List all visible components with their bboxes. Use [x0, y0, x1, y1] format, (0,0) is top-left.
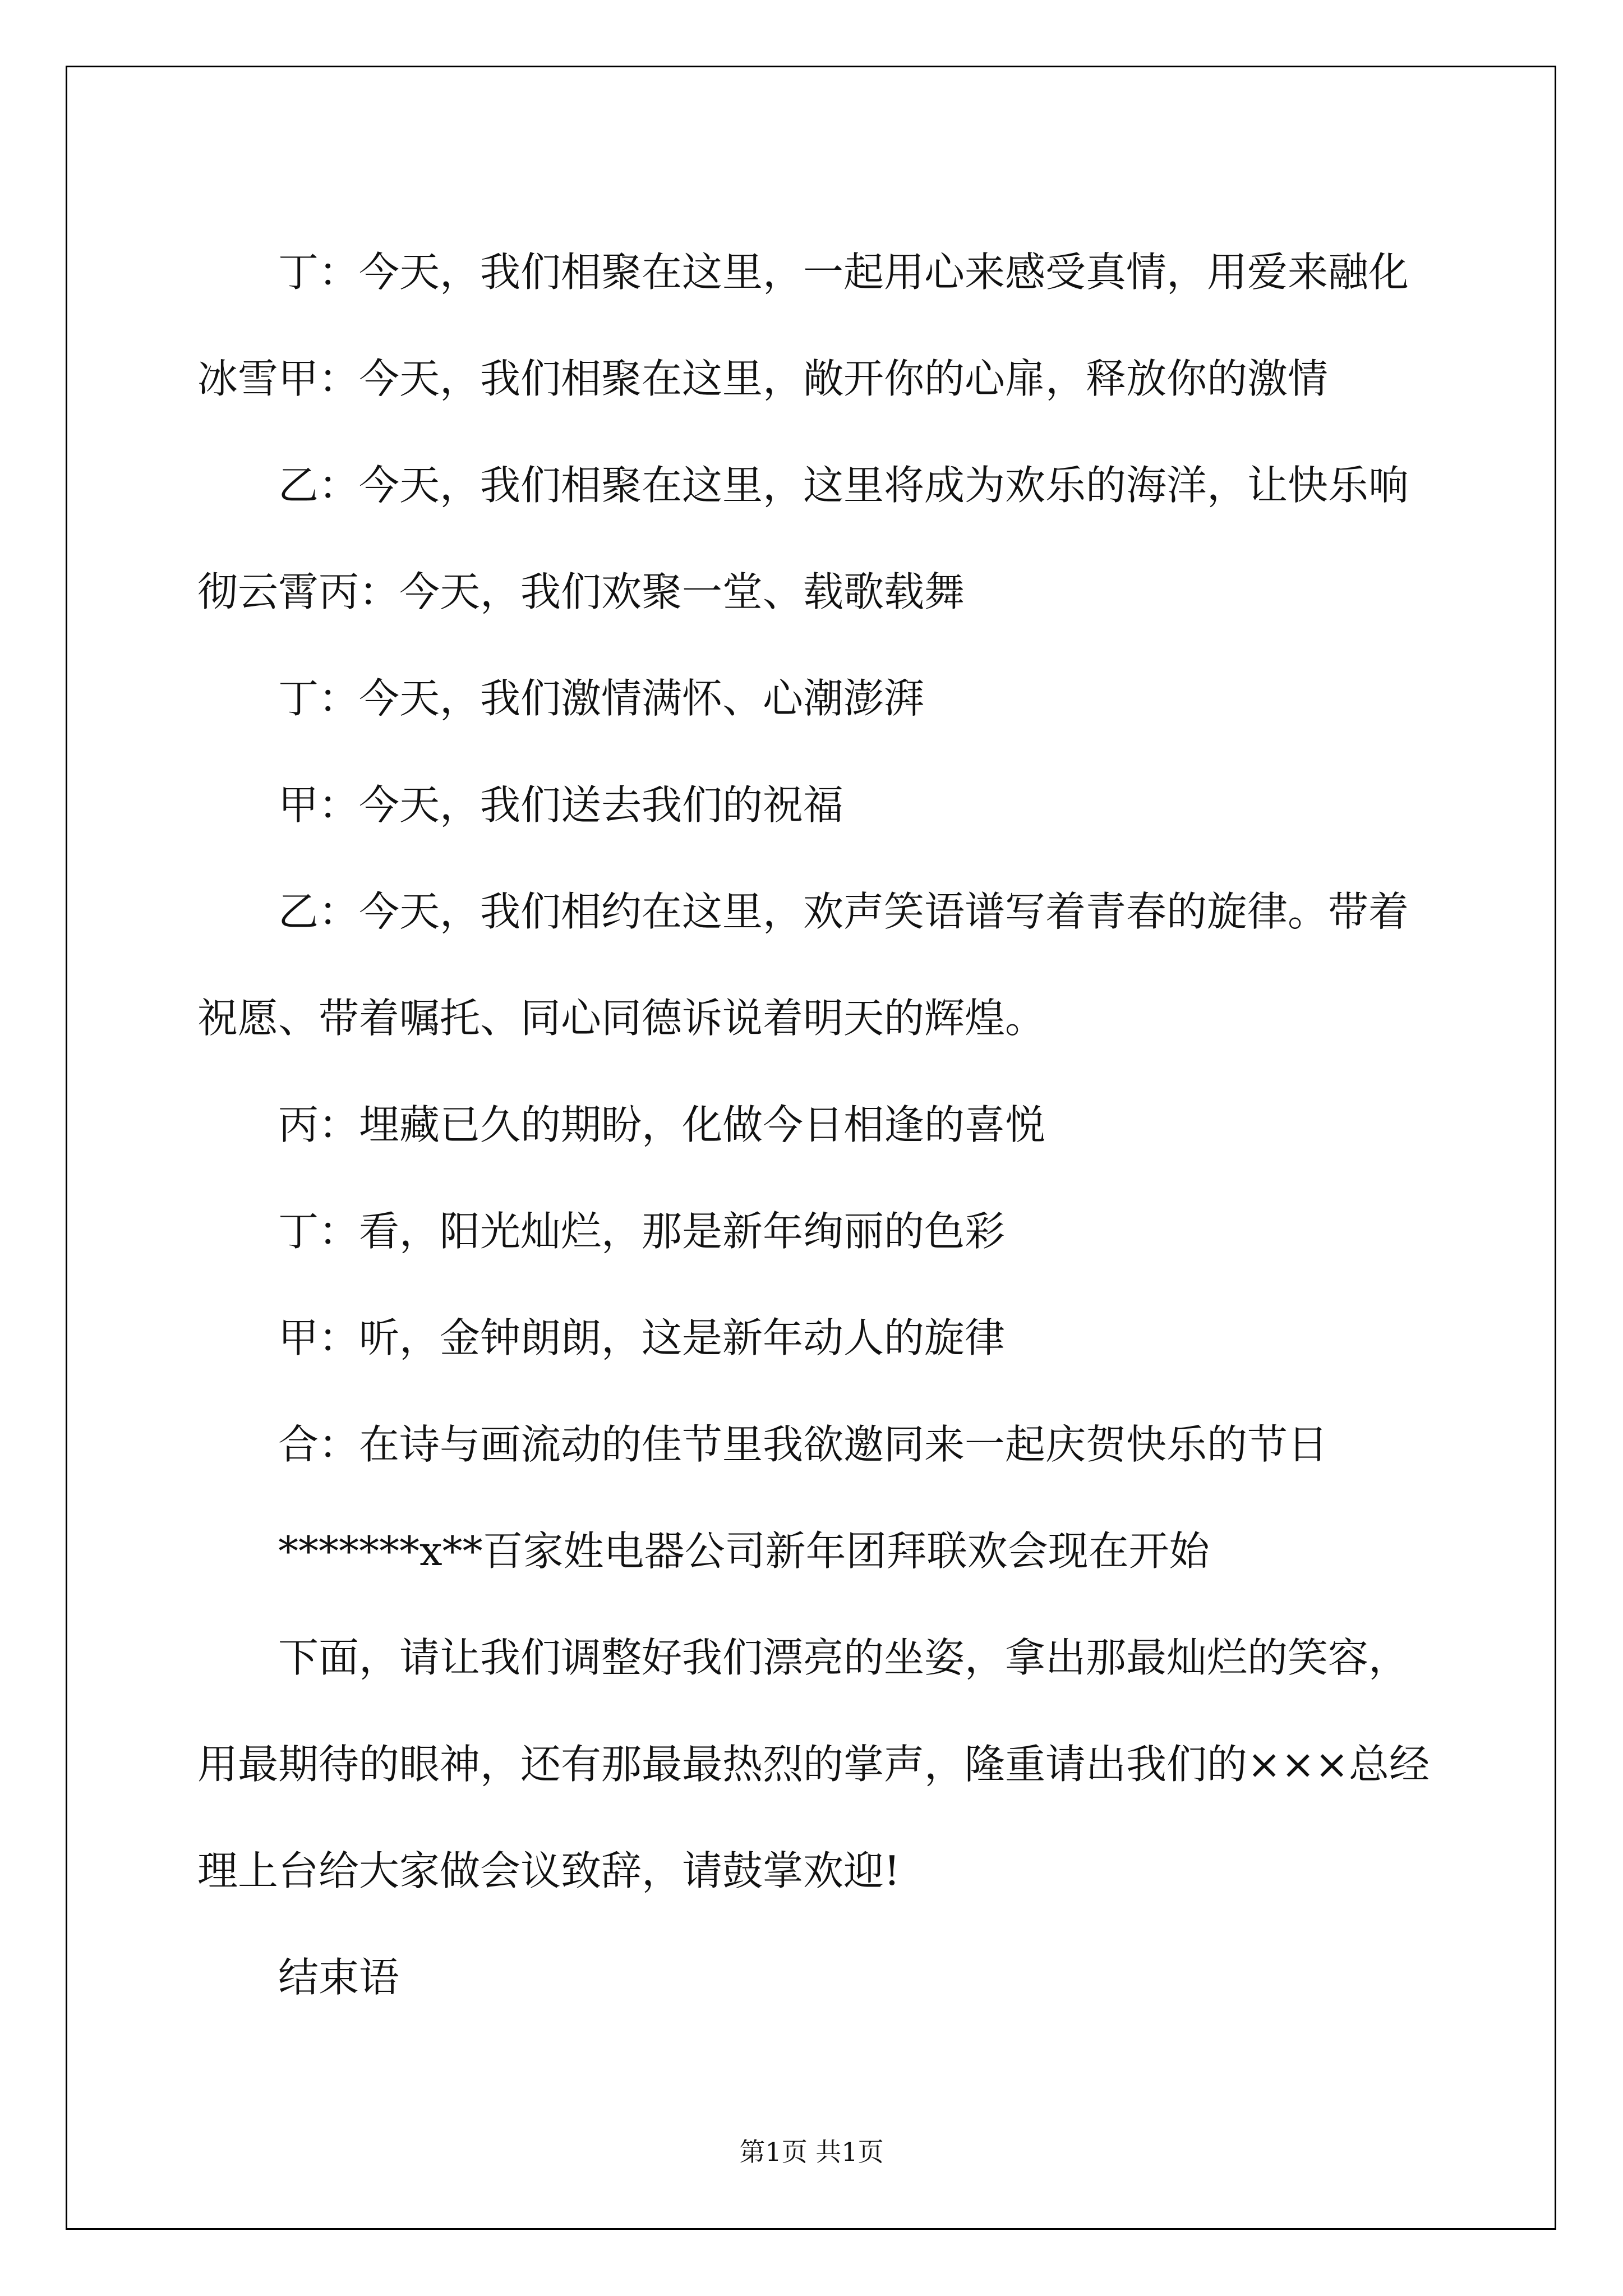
paragraph: 乙：今天，我们相约在这里，欢声笑语谱写着青春的旋律。带着祝愿、带着嘱托、同心同德诉说着明天的辉煌。 [197, 888, 1409, 1042]
paragraph: 丁：看，阳光灿烂，那是新年绚丽的色彩 [278, 1208, 1006, 1255]
paragraph: 丁：今天，我们相聚在这里，一起用心来感受真情，用爱来融化冰雪甲：今天，我们相聚在这里，敞开你的心扉，释放你的激情 [197, 249, 1409, 402]
document-body [197, 219, 1431, 2031]
paragraph: 下面，请让我们调整好我们漂亮的坐姿，拿出那最灿烂的笑容，用最期待的眼神，还有那最最热烈的掌声，隆重请出我们的×××总经理上台给大家做会议致辞，请鼓掌欢迎! [197, 1634, 1430, 1894]
paragraph: 合：在诗与画流动的佳节里我欲邀同来一起庆贺快乐的节日 [278, 1421, 1329, 1468]
paragraph: 结束语 [278, 1954, 400, 2001]
paragraph: 丙：埋藏已久的期盼，化做今日相逢的喜悦 [278, 1101, 1046, 1148]
paragraph: 乙：今天，我们相聚在这里，这里将成为欢乐的海洋，让快乐响彻云霄丙：今天，我们欢聚一堂、载歌载舞 [197, 462, 1409, 615]
paragraph: *******x**百家姓电器公司新年团拜联欢会现在开始 [278, 1527, 1210, 1575]
paragraph: 丁：今天，我们激情满怀、心潮澎湃 [278, 675, 925, 722]
paragraph: 甲：今天，我们送去我们的祝福 [278, 781, 844, 829]
paragraph: 甲：听，金钟朗朗，这是新年动人的旋律 [278, 1314, 1006, 1361]
page-number-footer: 第1页 共1页 [739, 2137, 884, 2167]
